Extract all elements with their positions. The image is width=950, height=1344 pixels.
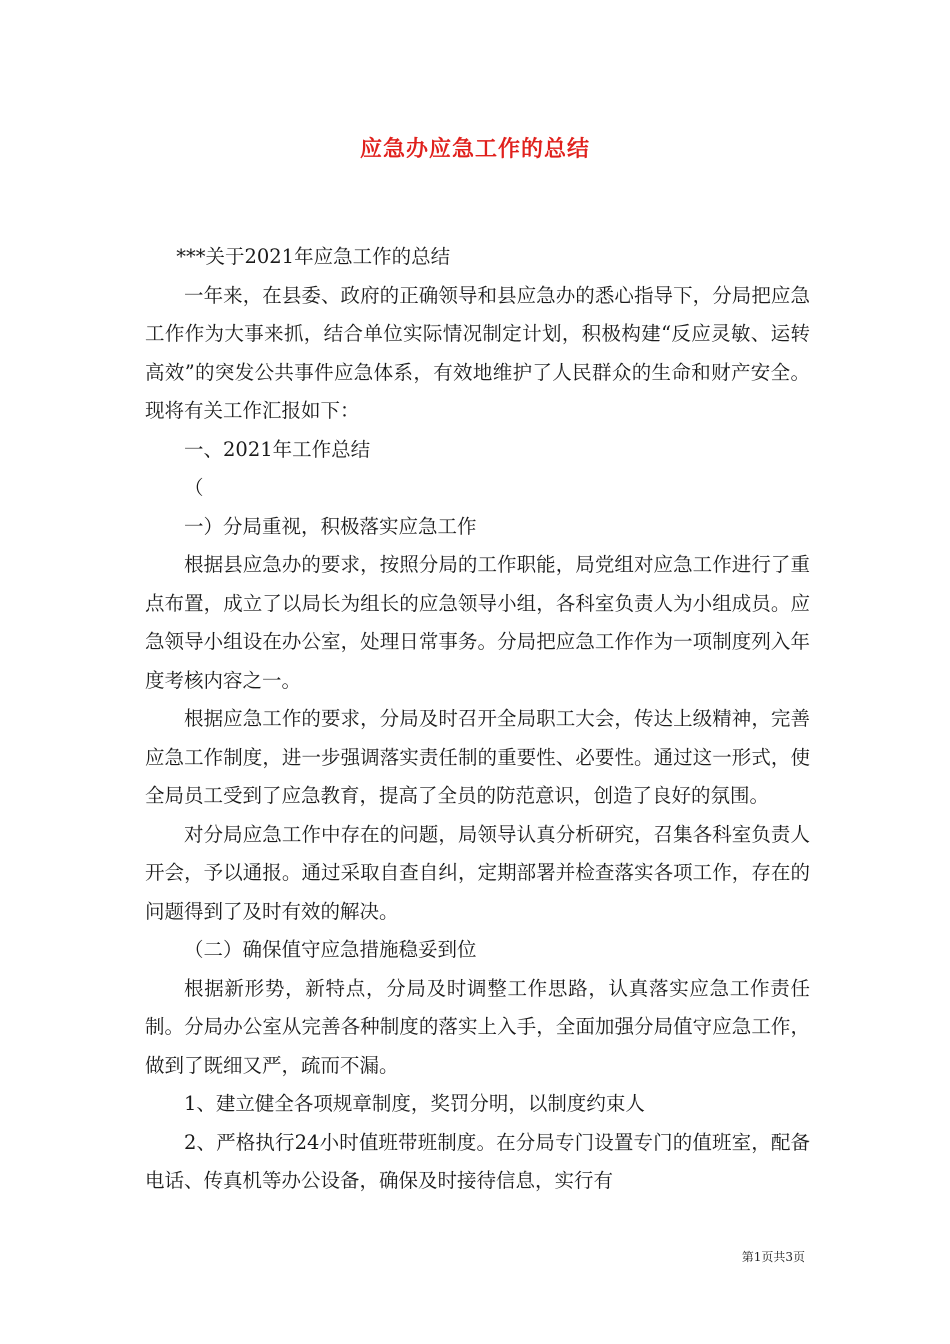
paragraph: 根据应急工作的要求，分局及时召开全局职工大会，传达上级精神，完善应急工作制度，进一步强调落实责任制的重要性、必要性。通过这一形式，使全局员工受到了应急教育，提高了全员的防范意识，创造了良好的氛围。 (145, 707, 810, 807)
section-heading-1: 一、2021年工作总结 (184, 437, 371, 461)
paragraph-heading-line: ***关于2021年应急工作的总结 (176, 245, 451, 268)
page-number: 第1页共3页 (741, 1250, 805, 1264)
list-item: 2、严格执行24小时值班带班制度。在分局专门设置专门的值班室，配备电话、传真机等办公设备，确保及时接待信息，实行有 (145, 1130, 810, 1192)
subsection-heading-2: （二）确保值守应急措施稳妥到位 (184, 938, 477, 961)
paragraph: 对分局应急工作中存在的问题，局领导认真分析研究，召集各科室负责人开会，予以通报。通过采取自查自纠，定期部署并检查落实各项工作，存在的问题得到了及时有效的解决。 (145, 822, 810, 923)
paragraph: 根据新形势，新特点，分局及时调整工作思路，认真落实应急工作责任制。分局办公室从完善各种制度的落实上入手，全面加强分局值守应急工作，做到了既细又严，疏而不漏。 (145, 976, 810, 1077)
document-title: 应急办应急工作的总结 (359, 136, 590, 162)
paragraph: 根据县应急办的要求，按照分局的工作职能，局党组对应急工作进行了重点布置，成立了以局长为组长的应急领导小组，各科室负责人为小组成员。应急领导小组设在办公室，处理日常事务。分局把应急工作作为一项制度列入年度考核内容之一。 (145, 553, 810, 692)
document-body (145, 238, 810, 1201)
subsection-heading-1: 一）分局重视，积极落实应急工作 (184, 514, 477, 538)
paragraph-intro: 一年来，在县委、政府的正确领导和县应急办的悉心指导下，分局把应急工作作为大事来抓，结合单位实际情况制定计划，积极构建“反应灵敏、运转高效”的突发公共事件应急体系，有效地维护了人民群众的生命和财产安全。现将有关工作汇报如下： (145, 283, 810, 422)
paragraph-bracket: （ (184, 476, 204, 499)
list-item: 1、建立健全各项规章制度，奖罚分明，以制度约束人 (184, 1092, 645, 1115)
